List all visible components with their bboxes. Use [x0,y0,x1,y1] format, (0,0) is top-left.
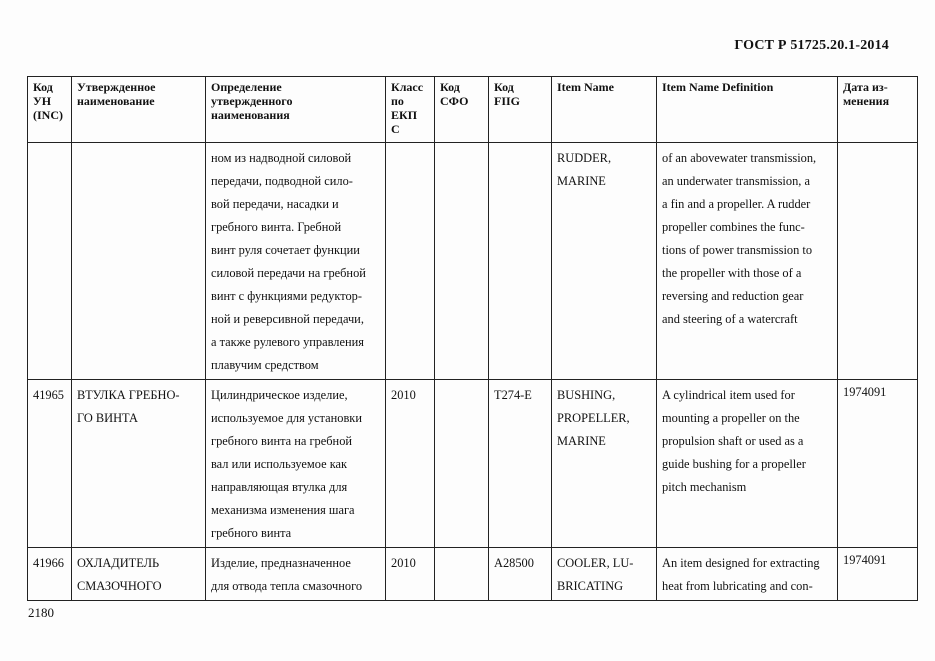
cell-inc: 41966 [28,548,72,601]
cell-line: для отвода тепла смазочного [211,579,363,593]
header-line: наименования [211,108,290,122]
col-header-item-name-definition [657,77,838,143]
header-line: ЕКП [391,108,418,122]
col-header-fiig [489,77,552,143]
table-row [28,548,918,601]
cell-line: винт с функциями редуктор- [211,289,362,303]
cell-line: A cylindrical item used for [662,388,795,402]
cell-line: используемое для установки [211,411,362,425]
cell-change-date: 1974091 [838,548,918,601]
cell-line: COOLER, LU- [557,556,634,570]
cell-definition [206,380,386,548]
cell-class: 2010 [386,380,435,548]
cell-fiig [489,143,552,380]
col-header-item-name [552,77,657,143]
cell-line: вой передачи, насадки и [211,197,339,211]
cell-line: reversing and reduction gear [662,289,804,303]
cell-line: guide bushing for a propeller [662,457,806,471]
header-line: Дата из- [843,80,888,94]
header-line: FIIG [494,94,521,108]
document-code: ГОСТ Р 51725.20.1-2014 [734,38,889,53]
cell-line: СМАЗОЧНОГО [77,579,162,593]
cell-sfo [435,143,489,380]
cell-line: an underwater transmission, a [662,174,810,188]
header-line: Код [33,80,53,94]
cell-line: а также рулевого управления [211,335,364,349]
header-line: наименование [77,94,155,108]
cell-line: ВТУЛКА ГРЕБНО- [77,388,180,402]
table-row [28,380,918,548]
cell-line: гребного винта на гребной [211,434,353,448]
header-line: С [391,122,400,136]
cell-line: PROPELLER, [557,411,630,425]
cell-line: механизма изменения шага [211,503,355,517]
cell-line: propulsion shaft or used as a [662,434,804,448]
cell-line: Изделие, предназначенное [211,556,351,570]
header-line: утвержденного [211,94,293,108]
cell-sfo [435,548,489,601]
cell-line: and steering of a watercraft [662,312,798,326]
header-line: Код [494,80,514,94]
cell-sfo [435,380,489,548]
cell-change-date: 1974091 [838,380,918,548]
cell-line: винт руля сочетает функции [211,243,360,257]
header-row [28,77,918,143]
cell-line: pitch mechanism [662,480,747,494]
cell-line: of an abovewater transmission, [662,151,817,165]
header-line: по [391,94,404,108]
cell-approved-name [72,548,206,601]
table-row [28,143,918,380]
cell-line: RUDDER, [557,151,612,165]
cell-line: heat from lubricating and con- [662,579,813,593]
cell-line: ГО ВИНТА [77,411,138,425]
cell-item-name [552,143,657,380]
col-header-inc [28,77,72,143]
header-line: Item Name [557,80,614,94]
cell-fiig: A28500 [489,548,552,601]
col-header-sfo [435,77,489,143]
cell-line: передачи, подводной сило- [211,174,353,188]
cell-item-name [552,380,657,548]
header-line: Утвержденное [77,80,156,94]
cell-item-name-definition [657,380,838,548]
col-header-approved-name [72,77,206,143]
cell-line: ном из надводной силовой [211,151,352,165]
page-number: 2180 [28,605,54,620]
header-line: Определение [211,80,282,94]
cell-line: a fin and a propeller. A rudder [662,197,811,211]
cell-line: ной и реверсивной передачи, [211,312,364,326]
header-line: Класс [391,80,424,94]
cell-item-name [552,548,657,601]
cell-line: An item designed for extracting [662,556,820,570]
cell-fiig: T274-E [489,380,552,548]
cell-class [386,143,435,380]
cell-definition [206,143,386,380]
cell-approved-name [72,380,206,548]
cell-class: 2010 [386,548,435,601]
cell-line: направляющая втулка для [211,480,348,494]
cell-line: ОХЛАДИТЕЛЬ [77,556,160,570]
cell-line: tions of power transmission to [662,243,813,257]
cell-line: MARINE [557,174,606,188]
cell-line: плавучим средством [211,358,319,372]
col-header-change-date [838,77,918,143]
cell-line: mounting a propeller on the [662,411,800,425]
cell-line: BUSHING, [557,388,616,402]
col-header-class [386,77,435,143]
cell-line: the propeller with those of a [662,266,802,280]
cell-line: Цилиндрическое изделие, [211,388,348,402]
cell-line: BRICATING [557,579,624,593]
cell-line: гребного винта. Гребной [211,220,342,234]
header-line: Item Name Definition [662,80,774,94]
catalog-table [27,76,918,601]
header-line: Код [440,80,460,94]
cell-line: MARINE [557,434,606,448]
cell-line: силовой передачи на гребной [211,266,366,280]
cell-line: гребного винта [211,526,292,540]
cell-inc [28,143,72,380]
cell-item-name-definition [657,143,838,380]
header-line: СФО [440,94,469,108]
cell-definition [206,548,386,601]
cell-approved-name [72,143,206,380]
header-line: УН [33,94,52,108]
cell-inc: 41965 [28,380,72,548]
cell-item-name-definition [657,548,838,601]
col-header-definition [206,77,386,143]
cell-line: вал или используемое как [211,457,348,471]
header-line: менения [843,94,890,108]
header-line: (INC) [33,108,63,122]
cell-change-date [838,143,918,380]
cell-line: propeller combines the func- [662,220,805,234]
